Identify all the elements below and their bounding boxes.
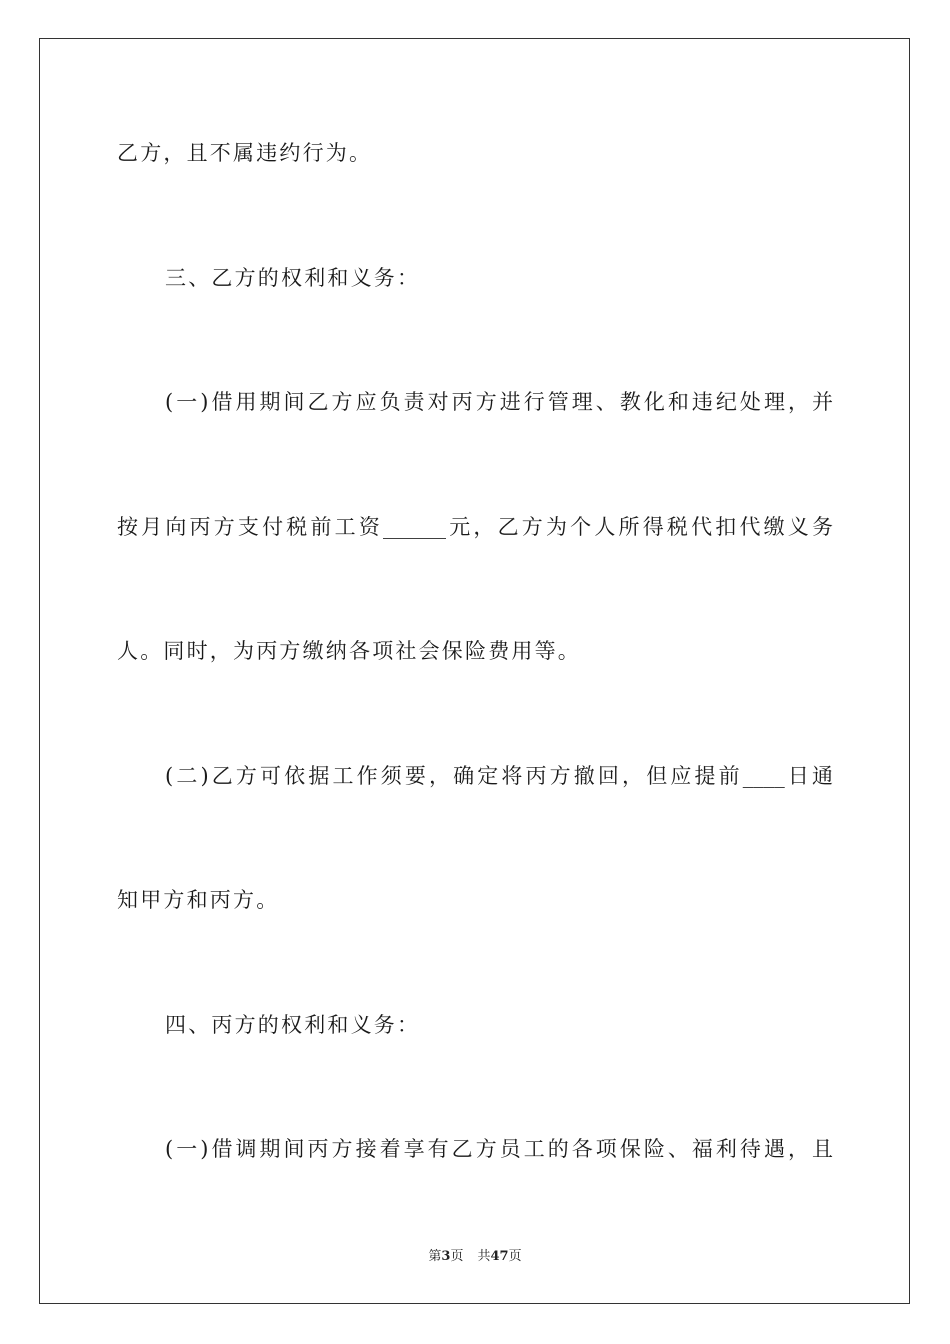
body-line-1: 乙方，且不属违约行为。 [117,141,373,165]
footer-page-suffix: 页 [450,1249,464,1264]
body-line-7: 知甲方和丙方。 [117,888,280,912]
body-line-6: (二)乙方可依据工作须要，确定将丙方撤回，但应提前____日通 [165,764,833,788]
footer-total-suffix: 页 [508,1249,522,1264]
body-line-9: (一)借调期间丙方接着享有乙方员工的各项保险、福利待遇，且 [165,1137,833,1161]
page-frame [39,38,910,1304]
body-line-3: (一)借用期间乙方应负责对丙方进行管理、教化和违纪处理，并 [165,390,833,414]
section-heading-3: 三、乙方的权利和义务： [165,266,421,290]
footer-page-number: 3 [441,1249,451,1264]
body-line-4: 按月向丙方支付税前工资______元，乙方为个人所得税代扣代缴义务 [117,515,833,539]
section-heading-4: 四、丙方的权利和义务： [165,1013,421,1037]
body-line-5: 人。同时，为丙方缴纳各项社会保险费用等。 [117,639,581,663]
footer-page-prefix: 第 [428,1249,442,1264]
page-footer [0,1248,950,1266]
footer-total-pages: 47 [490,1249,509,1264]
footer-total-prefix: 共 [477,1249,491,1264]
